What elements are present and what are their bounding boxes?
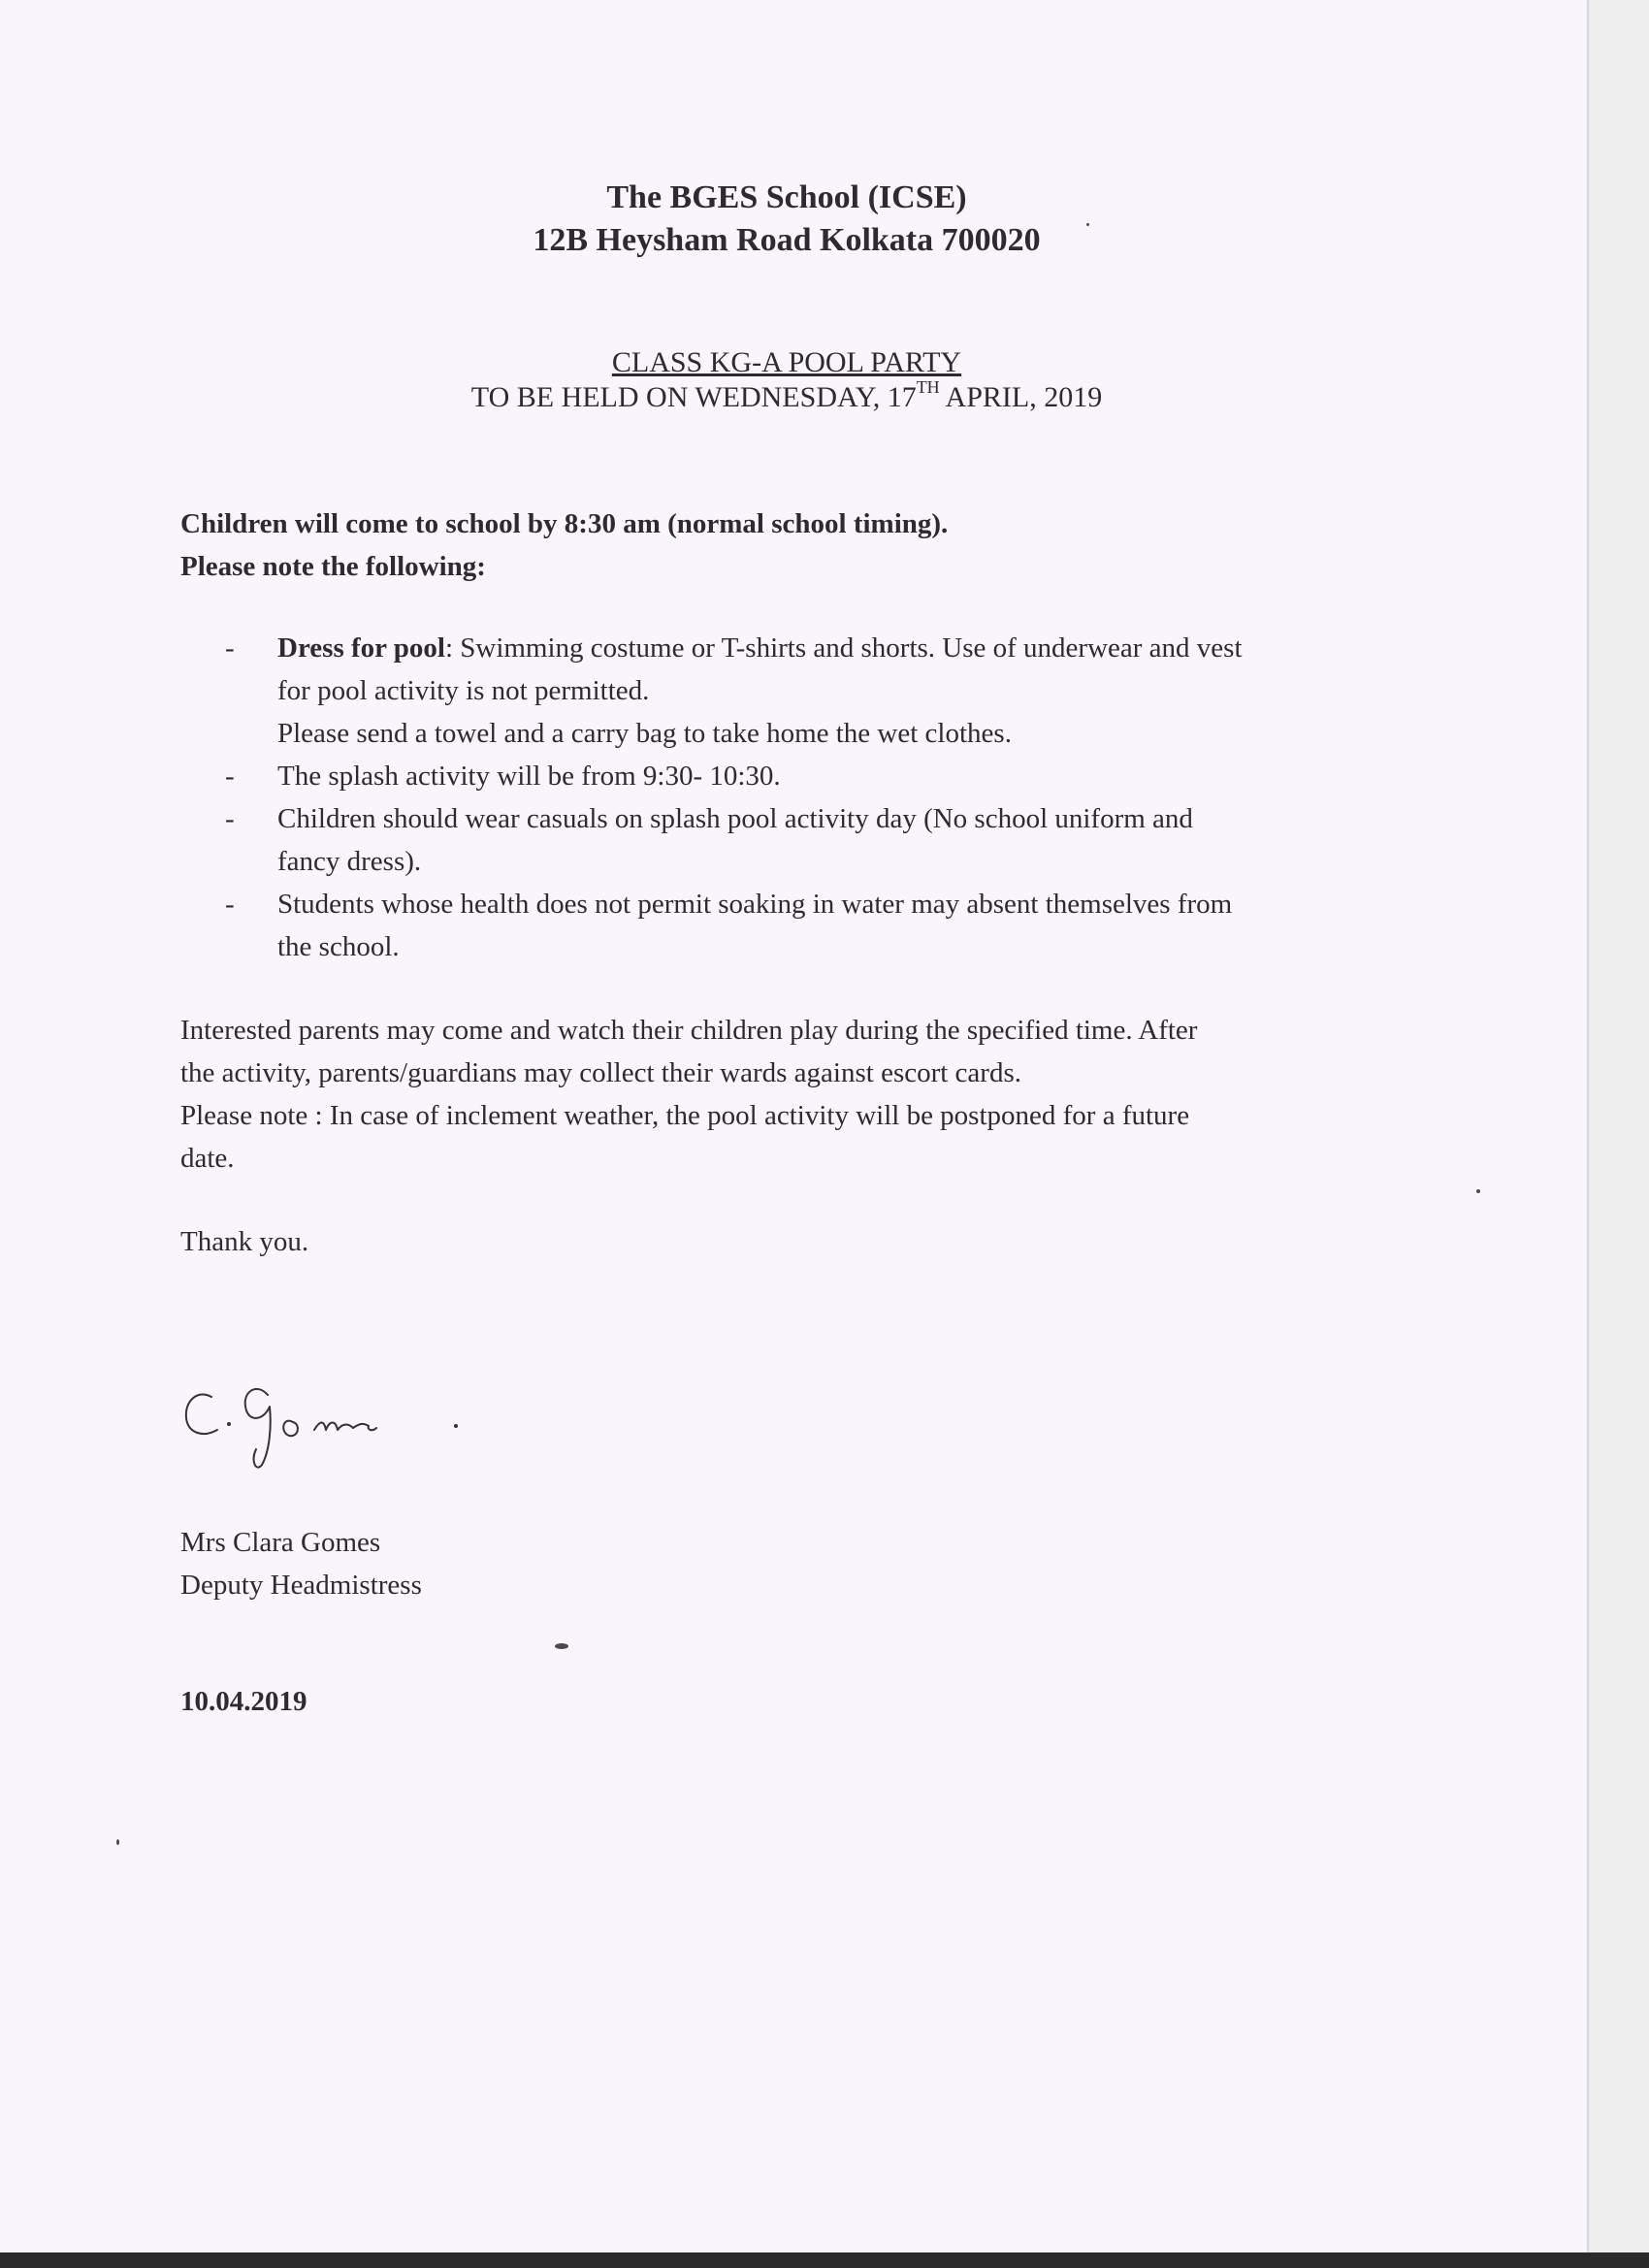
instructions-list [180,627,1441,968]
signature-stroke-mes [314,1423,376,1431]
signature-dot-2 [454,1424,458,1428]
signature-dot-1 [227,1422,231,1426]
list-item-dress-line-2: for pool activity is not permitted. [277,675,650,706]
list-item-health [180,883,1441,968]
body-line-4: date. [180,1143,235,1174]
list-bullet: - [225,632,235,664]
handwritten-signature [178,1368,469,1474]
list-item-casuals [180,797,1441,883]
dress-line-1-text: : Swimming costume or T-shirts and shorts. Use of underwear and vest [444,632,1243,664]
notice-date-prefix: TO BE HELD ON WEDNESDAY, 17 [470,381,917,413]
signatory-title: Deputy Headmistress [180,1570,422,1601]
signature-stroke-g [245,1389,271,1468]
body-line-2: the activity, parents/guardians may collect their wards against escort cards. [180,1057,1021,1088]
school-name: The BGES School (ICSE) [606,179,967,215]
issue-date: 10.04.2019 [180,1686,307,1717]
list-bullet: - [225,803,235,834]
body-line-3: Please note : In case of inclement weather, the pool activity will be postponed for a future [180,1100,1190,1131]
signature-stroke-c [186,1394,217,1434]
list-item-dress-line-1 [277,627,1441,669]
body-paragraph [180,1009,1432,1180]
list-item-health-line-1: Students whose health does not permit soaking in water may absent themselves from [277,889,1233,920]
list-item-dress-line-3: Please send a towel and a carry bag to take home the wet clothes. [277,718,1012,749]
list-item-health-line-2: the school. [277,931,400,962]
list-item-splash-line-1: The splash activity will be from 9:30- 10:30. [277,761,781,792]
list-item-dress [180,627,1441,755]
closing-text: Thank you. [180,1226,309,1257]
scan-speck [1476,1189,1480,1193]
notice-date [0,377,1573,415]
list-item-casuals-line-2: fancy dress). [277,846,422,877]
list-bullet: - [225,761,235,792]
signatory-name: Mrs Clara Gomes [180,1527,381,1558]
dress-label: Dress for pool [277,632,445,664]
list-item-casuals-line-1: Children should wear casuals on splash pool activity day (No school uniform and [277,803,1193,834]
signatory-block [180,1521,1432,1606]
list-item-splash-time [180,755,1441,797]
scanner-bottom-edge [0,2252,1649,2268]
school-address: 12B Heysham Road Kolkata 700020 [533,222,1041,258]
notice-heading [0,345,1573,415]
signature-stroke-o [283,1421,298,1437]
notice-date-suffix: APRIL, 2019 [939,381,1103,413]
intro-line-1: Children will come to school by 8:30 am (normal school timing). [180,508,949,539]
scan-speck [555,1643,568,1649]
list-bullet: - [225,889,235,920]
notice-title: CLASS KG-A POOL PARTY [611,346,962,378]
scan-speck [1086,223,1089,226]
intro-paragraph [180,502,1432,588]
notice-date-superscript: TH [916,377,940,397]
intro-line-2: Please note the following: [180,551,486,582]
scan-speck [116,1839,119,1845]
scanner-margin [1589,0,1649,2252]
body-line-1: Interested parents may come and watch their children play during the specified time. After [180,1015,1198,1046]
school-header [0,177,1573,262]
